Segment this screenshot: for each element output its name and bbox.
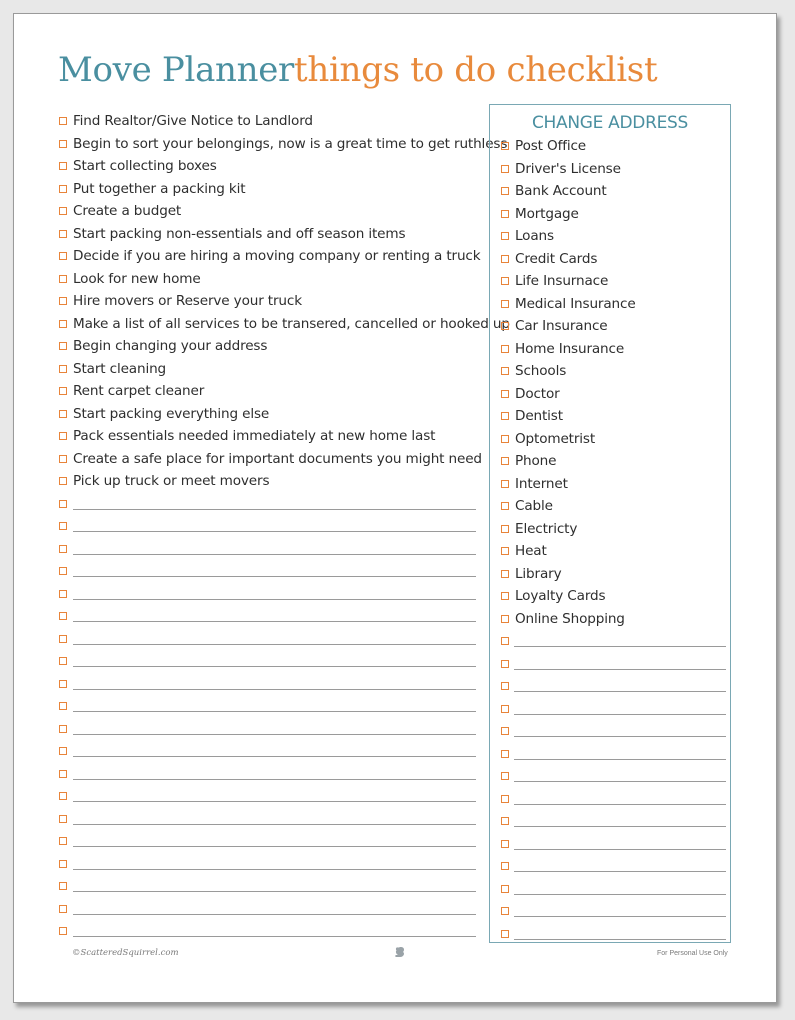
blank-write-in-line[interactable] — [73, 621, 476, 622]
checkbox[interactable] — [501, 412, 509, 420]
checklist-row — [500, 474, 726, 497]
blank-write-in-line[interactable] — [73, 734, 476, 735]
checklist-item-label: Phone — [515, 453, 557, 469]
checkbox[interactable] — [501, 300, 509, 308]
checklist-row — [58, 584, 476, 607]
checklist-item-label: Make a list of all services to be transered, cancelled or hooked up — [73, 315, 510, 332]
checklist-row — [500, 744, 726, 767]
blank-write-in-line[interactable] — [514, 759, 726, 760]
checkbox[interactable] — [501, 480, 509, 488]
checklist-row — [500, 609, 726, 632]
checkbox[interactable] — [59, 252, 67, 260]
checkbox[interactable] — [59, 590, 67, 598]
checklist-row — [500, 811, 726, 834]
checkbox[interactable] — [501, 592, 509, 600]
title-move-planner: Move Planner — [58, 50, 295, 90]
checkbox[interactable] — [59, 702, 67, 710]
checkbox[interactable] — [501, 277, 509, 285]
checkbox[interactable] — [501, 750, 509, 758]
checkbox[interactable] — [59, 860, 67, 868]
checkbox[interactable] — [59, 297, 67, 305]
blank-write-in-line[interactable] — [73, 846, 476, 847]
checkbox[interactable] — [59, 162, 67, 170]
checklist-row — [500, 519, 726, 542]
blank-write-in-line[interactable] — [73, 666, 476, 667]
checkbox[interactable] — [501, 345, 509, 353]
blank-write-in-line[interactable] — [514, 691, 726, 692]
checklist-item-label: Create a budget — [73, 203, 182, 219]
checkbox[interactable] — [59, 725, 67, 733]
blank-write-in-line[interactable] — [514, 826, 726, 827]
blank-write-in-line[interactable] — [514, 736, 726, 737]
checkbox[interactable] — [501, 547, 509, 555]
checkbox[interactable] — [501, 840, 509, 848]
checkbox[interactable] — [59, 275, 67, 283]
checklist-row — [58, 854, 476, 877]
checkbox[interactable] — [59, 455, 67, 463]
checkbox[interactable] — [59, 522, 67, 530]
checklist-row — [58, 201, 476, 224]
checklist-item-label: Doctor — [515, 385, 560, 402]
checkbox[interactable] — [501, 727, 509, 735]
checklist-row — [58, 381, 476, 404]
checkbox[interactable] — [59, 387, 67, 395]
checklist-item-label: Cable — [515, 498, 553, 514]
checklist-row — [58, 539, 476, 562]
checkbox[interactable] — [59, 477, 67, 485]
checklist-row — [500, 249, 726, 272]
checklist-item-label: Schools — [515, 363, 567, 379]
checkbox[interactable] — [59, 747, 67, 755]
checkbox[interactable] — [501, 367, 509, 375]
checkbox[interactable] — [501, 390, 509, 398]
checklist-row — [58, 156, 476, 179]
checkbox[interactable] — [59, 185, 67, 193]
blank-write-in-line[interactable] — [73, 779, 476, 780]
checklist-row — [500, 496, 726, 519]
checklist-item-label: Mortgage — [515, 205, 579, 222]
checkbox[interactable] — [59, 432, 67, 440]
blank-write-in-line[interactable] — [514, 939, 726, 940]
page-title — [58, 50, 657, 90]
checklist-item-label: Rent carpet cleaner — [73, 383, 205, 399]
checkbox[interactable] — [501, 930, 509, 938]
checklist-item-label: Life Insurnace — [515, 273, 609, 289]
checklist-row — [500, 136, 726, 159]
blank-write-in-line[interactable] — [514, 871, 726, 872]
checklist-item-label: Car Insurance — [515, 318, 608, 334]
checklist-row — [500, 901, 726, 924]
checkbox[interactable] — [501, 907, 509, 915]
todo-checklist — [58, 111, 510, 944]
checklist-row — [58, 336, 476, 359]
checkbox[interactable] — [59, 207, 67, 215]
checklist-row — [500, 856, 726, 879]
checklist-row — [500, 541, 726, 564]
checklist-item-label: Online Shopping — [515, 610, 625, 627]
checkbox[interactable] — [59, 815, 67, 823]
checklist-row — [58, 269, 476, 292]
blank-write-in-line[interactable] — [514, 916, 726, 917]
checklist-row — [58, 786, 476, 809]
blank-write-in-line[interactable] — [73, 711, 476, 712]
blank-write-in-line[interactable] — [73, 914, 476, 915]
checkbox[interactable] — [59, 905, 67, 913]
checklist-page — [13, 13, 777, 1003]
checklist-item-label: Heat — [515, 543, 547, 559]
checklist-row — [500, 879, 726, 902]
change-address-panel — [489, 104, 731, 943]
checklist-item-label: Internet — [515, 475, 568, 492]
checklist-row — [58, 741, 476, 764]
checklist-row — [500, 406, 726, 429]
checklist-item-label: Optometrist — [515, 430, 596, 447]
checkbox[interactable] — [501, 435, 509, 443]
checklist-item-label: Pack essentials needed immediately at new home last — [73, 428, 436, 444]
checklist-item-label: Library — [515, 565, 562, 582]
checklist-item-label: Begin changing your address — [73, 338, 268, 354]
checkbox[interactable] — [501, 705, 509, 713]
checklist-row — [500, 294, 726, 317]
checklist-row — [500, 159, 726, 182]
checklist-row — [58, 134, 508, 157]
checkbox[interactable] — [501, 817, 509, 825]
checkbox[interactable] — [59, 680, 67, 688]
checklist-row — [500, 361, 726, 384]
checklist-row — [500, 204, 726, 227]
checklist-item-label: Decide if you are hiring a moving company or renting a truck — [73, 248, 481, 264]
blank-write-in-line[interactable] — [73, 644, 476, 645]
checkbox[interactable] — [501, 885, 509, 893]
blank-write-in-line[interactable] — [514, 894, 726, 895]
checklist-item-label: Start cleaning — [73, 360, 167, 377]
checkbox[interactable] — [501, 142, 509, 150]
checkbox[interactable] — [501, 322, 509, 330]
checklist-item-label: Put together a packing kit — [73, 180, 246, 197]
checkbox[interactable] — [501, 210, 509, 218]
checklist-item-label: Loans — [515, 228, 554, 244]
checkbox[interactable] — [501, 457, 509, 465]
checkbox[interactable] — [59, 612, 67, 620]
blank-write-in-line[interactable] — [73, 554, 476, 555]
checklist-row — [58, 831, 476, 854]
checklist-item-label: Home Insurance — [515, 340, 625, 357]
checkbox[interactable] — [501, 255, 509, 263]
checklist-item-label: Medical Insurance — [515, 295, 636, 312]
checklist-row — [500, 564, 726, 587]
checklist-row — [58, 246, 481, 269]
blank-write-in-line[interactable] — [514, 804, 726, 805]
checklist-item-label: Post Office — [515, 138, 586, 154]
footer-copyright: ©ScatteredSquirrel.com — [72, 948, 179, 958]
blank-write-in-line[interactable] — [73, 531, 476, 532]
checklist-row — [500, 181, 726, 204]
checklist-row — [58, 561, 476, 584]
checklist-row — [58, 179, 476, 202]
checklist-row — [500, 789, 726, 812]
checklist-row — [500, 924, 726, 947]
checklist-item-label: Start packing non-essentials and off season items — [73, 225, 406, 242]
checkbox[interactable] — [59, 882, 67, 890]
checkbox[interactable] — [59, 567, 67, 575]
checkbox[interactable] — [59, 635, 67, 643]
checklist-row — [58, 696, 476, 719]
checklist-row — [58, 606, 476, 629]
blank-write-in-line[interactable] — [73, 891, 476, 892]
checklist-item-label: Pick up truck or meet movers — [73, 473, 270, 489]
checklist-row — [500, 339, 726, 362]
checkbox[interactable] — [59, 837, 67, 845]
checklist-item-label: Credit Cards — [515, 250, 598, 267]
checklist-item-label: Electricty — [515, 520, 578, 537]
blank-write-in-line[interactable] — [73, 824, 476, 825]
checkbox[interactable] — [59, 140, 67, 148]
checkbox[interactable] — [501, 682, 509, 690]
footer-personal-use: For Personal Use Only — [657, 950, 728, 957]
checklist-item-label: Start packing everything else — [73, 405, 270, 422]
checkbox[interactable] — [59, 365, 67, 373]
checklist-row — [58, 111, 476, 134]
checkbox[interactable] — [59, 230, 67, 238]
checklist-row — [58, 629, 476, 652]
checklist-row — [500, 451, 726, 474]
blank-write-in-line[interactable] — [73, 756, 476, 757]
checkbox[interactable] — [501, 862, 509, 870]
blank-write-in-line[interactable] — [514, 849, 726, 850]
checkbox[interactable] — [59, 545, 67, 553]
checkbox[interactable] — [59, 410, 67, 418]
checklist-row — [58, 426, 476, 449]
checklist-row — [500, 429, 726, 452]
checklist-row — [58, 921, 476, 944]
checklist-row — [58, 291, 476, 314]
checklist-row — [500, 766, 726, 789]
checkbox[interactable] — [501, 570, 509, 578]
blank-write-in-line[interactable] — [514, 646, 726, 647]
checkbox[interactable] — [501, 795, 509, 803]
checklist-row — [58, 471, 476, 494]
checkbox[interactable] — [501, 772, 509, 780]
blank-write-in-line[interactable] — [73, 509, 476, 510]
checklist-row — [500, 384, 726, 407]
checklist-row — [58, 494, 476, 517]
checkbox[interactable] — [59, 500, 67, 508]
blank-write-in-line[interactable] — [514, 781, 726, 782]
checklist-row — [58, 516, 476, 539]
checklist-item-label: Bank Account — [515, 183, 607, 199]
checkbox[interactable] — [59, 342, 67, 350]
checklist-item-label: Create a safe place for important documents you might need — [73, 450, 482, 467]
checklist-row — [58, 449, 482, 472]
checklist-row — [500, 631, 726, 654]
checklist-row — [500, 226, 726, 249]
checkbox[interactable] — [501, 525, 509, 533]
checklist-row — [58, 809, 476, 832]
blank-write-in-line[interactable] — [73, 599, 476, 600]
checklist-row — [58, 651, 476, 674]
change-address-checklist — [500, 136, 726, 946]
checklist-item-label: Dentist — [515, 408, 563, 424]
checklist-row — [500, 586, 726, 609]
checklist-row — [58, 359, 476, 382]
checklist-row — [500, 316, 726, 339]
checkbox[interactable] — [501, 187, 509, 195]
checkbox[interactable] — [501, 660, 509, 668]
blank-write-in-line[interactable] — [73, 936, 476, 937]
blank-write-in-line[interactable] — [73, 576, 476, 577]
checklist-item-label: Begin to sort your belongings, now is a great time to get ruthless — [73, 135, 508, 152]
checkbox[interactable] — [501, 165, 509, 173]
checkbox[interactable] — [59, 657, 67, 665]
checklist-item-label: Find Realtor/Give Notice to Landlord — [73, 113, 313, 129]
checkbox[interactable] — [59, 927, 67, 935]
checklist-row — [58, 674, 476, 697]
checklist-row — [500, 676, 726, 699]
checklist-row — [500, 834, 726, 857]
checklist-row — [500, 271, 726, 294]
checklist-row — [500, 699, 726, 722]
checklist-row — [58, 899, 476, 922]
checklist-row — [58, 876, 476, 899]
checklist-row — [500, 721, 726, 744]
squirrel-icon — [392, 945, 406, 959]
blank-write-in-line[interactable] — [73, 801, 476, 802]
checklist-row — [58, 404, 476, 427]
checklist-item-label: Hire movers or Reserve your truck — [73, 293, 302, 309]
blank-write-in-line[interactable] — [514, 714, 726, 715]
change-address-heading: CHANGE ADDRESS — [531, 113, 689, 133]
checkbox[interactable] — [59, 117, 67, 125]
checkbox[interactable] — [501, 502, 509, 510]
checklist-row — [500, 654, 726, 677]
checkbox[interactable] — [59, 792, 67, 800]
checklist-row — [58, 314, 510, 337]
checklist-row — [58, 224, 476, 247]
checklist-item-label: Driver's License — [515, 160, 621, 177]
checklist-item-label: Loyalty Cards — [515, 588, 606, 604]
checkbox[interactable] — [59, 320, 67, 328]
blank-write-in-line[interactable] — [73, 689, 476, 690]
checklist-item-label: Start collecting boxes — [73, 158, 217, 174]
title-checklist: things to do checklist — [294, 50, 658, 90]
checklist-row — [58, 764, 476, 787]
checklist-item-label: Look for new home — [73, 270, 201, 287]
checklist-row — [58, 719, 476, 742]
checkbox[interactable] — [501, 637, 509, 645]
checkbox[interactable] — [59, 770, 67, 778]
checkbox[interactable] — [501, 615, 509, 623]
blank-write-in-line[interactable] — [73, 869, 476, 870]
checkbox[interactable] — [501, 232, 509, 240]
blank-write-in-line[interactable] — [514, 669, 726, 670]
